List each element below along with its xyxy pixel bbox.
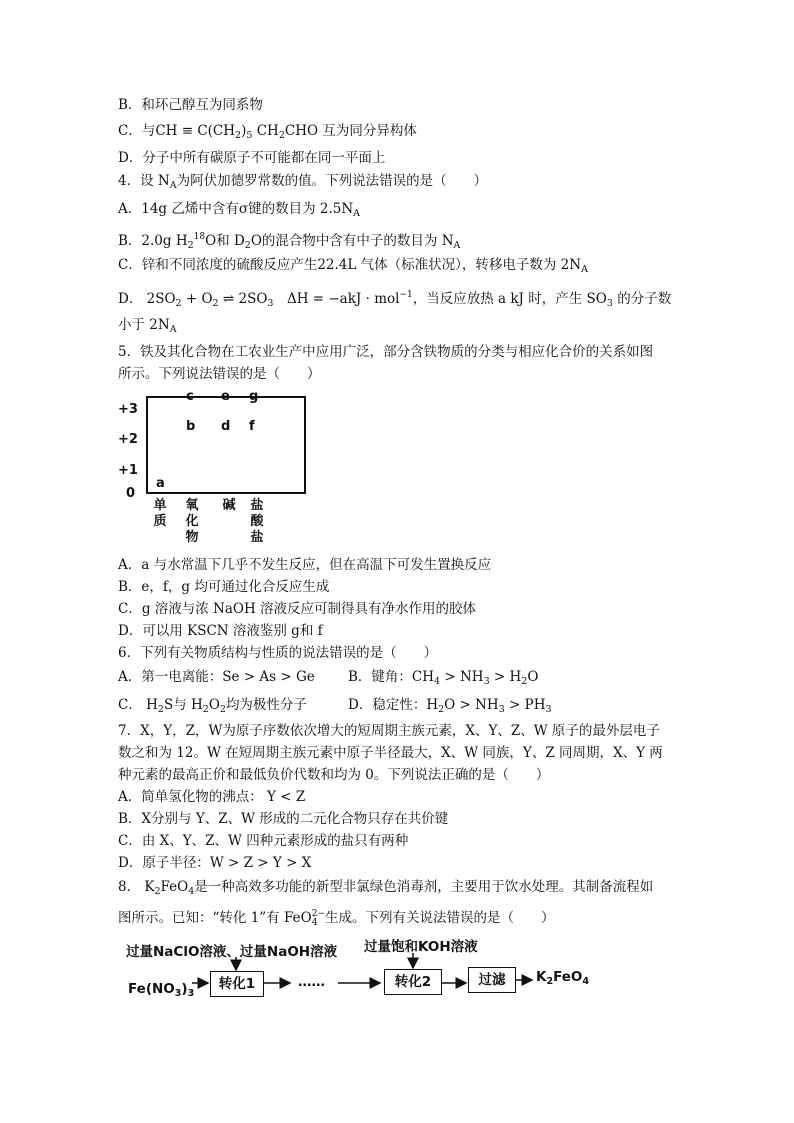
q5-option-b: B．e，f，g 均可通过化合反应生成 [118, 579, 330, 595]
q4-d2-s: A [169, 324, 177, 335]
q4-a-s: A [353, 208, 361, 219]
q6-d-s2: 3 [498, 704, 505, 715]
q4-d-t4: ΔH = −akJ · mol [273, 291, 400, 307]
q6-b-s1: 4 [434, 676, 441, 687]
chart-point-g: g [249, 388, 259, 404]
q7-option-c: C．由 X、Y、Z、W 四种元素形成的盐只有两种 [118, 833, 409, 849]
q6-c-t1: C． H [118, 697, 158, 713]
q7-option-b: B．X分别与 Y、Z、W 形成的二元化合物只存在共价键 [118, 811, 449, 827]
q8-l2-s: 4 [311, 917, 318, 928]
q3-option-c [118, 122, 417, 145]
q3-c-s2: 5 [246, 130, 253, 141]
q6-b-t1: B．键角：CH [348, 669, 435, 685]
q4-option-c [118, 256, 588, 279]
category-elemental: 单质 [153, 498, 167, 529]
q6-c-t4: 均为极性分子 [225, 697, 307, 713]
flow-ellipsis: …… [298, 974, 325, 990]
q4-option-d-line2 [118, 316, 177, 339]
y-tick-plus2: +2 [118, 432, 138, 447]
y-tick-zero: 0 [126, 486, 136, 501]
q4-stem-s: A [169, 180, 177, 191]
flow-reagent-1: 过量NaClO溶液、过量NaOH溶液 [126, 944, 338, 960]
q5-stem-line1: 5．铁及其化合物在工农业生产中应用广泛，部分含铁物质的分类与相应化合价的关系如图 [118, 344, 654, 360]
q4-option-b [118, 228, 460, 255]
q8-l1-t3: 是一种高效多功能的新型非氯绿色消毒剂，主要用于饮水处理。其制备流程如 [194, 879, 654, 895]
chart-point-f: f [249, 419, 255, 434]
q4-b-s2: 2 [244, 240, 251, 251]
q3-c-t1: C．与CH ≡ C(CH [118, 123, 236, 139]
q6-option-c [118, 696, 307, 719]
q4-d-s2: 2 [212, 298, 219, 309]
q4-d-t6: 的分子数 [612, 291, 672, 307]
q4-b-sup: 18 [193, 232, 206, 242]
q6-b-s3: 2 [521, 676, 528, 687]
flow-end-t1: K [536, 969, 547, 985]
q7-option-a: A．简单氢化物的沸点： Y < Z [118, 789, 306, 805]
q8-l1-s1: 2 [154, 886, 161, 897]
flow-end-t2: FeO [553, 969, 583, 985]
q3-c-t3: CH [252, 123, 279, 139]
chart-frame [146, 396, 306, 494]
q4-d2-t: 小于 2N [118, 317, 170, 333]
q6-c-s3: 2 [219, 704, 226, 715]
chart-point-e: e [221, 388, 230, 404]
q6-option-b [348, 668, 538, 691]
q6-b-t3: > H [489, 669, 522, 685]
q4-d-s3: 3 [267, 298, 274, 309]
q8-l1-t2: FeO [160, 879, 189, 895]
q4-d-t1: D． 2SO [118, 291, 176, 307]
y-tick-plus1: +1 [118, 463, 138, 478]
q8-stem-line1 [118, 878, 653, 901]
chart-point-a: a [156, 476, 165, 491]
q3-c-t2: ) [241, 123, 247, 139]
chart-point-d: d [221, 419, 231, 434]
q4-b-t1: B．2.0g H [118, 233, 188, 249]
preparation-flowchart [118, 935, 598, 1010]
q4-d-arrow: ⇌ [218, 291, 239, 307]
q6-c-t2: S与 H [163, 697, 203, 713]
q4-stem-t2: 为阿伏加德罗常数的值。下列说法错误的是（ ） [176, 173, 488, 189]
q4-b-s3: A [453, 240, 461, 251]
q8-l1-s2: 4 [188, 886, 195, 897]
q4-b-s1: 2 [187, 240, 194, 251]
chart-point-c: c [186, 388, 194, 404]
q4-option-d [118, 286, 671, 313]
q4-stem [118, 172, 487, 195]
q6-option-a: A．第一电离能：Se > As > Ge [118, 669, 315, 685]
flow-box-conversion-2: 转化2 [384, 969, 442, 995]
flow-reagent-2: 过量饱和KOH溶液 [364, 939, 478, 955]
flow-start-s1: 3 [174, 988, 182, 999]
q4-d-t5: ，当反应放热 a kJ 时，产生 SO [412, 291, 607, 307]
q6-c-t3: O [208, 697, 220, 713]
valence-category-chart [118, 388, 308, 545]
q7-stem-line1: 7．X，Y，Z，W为原子序数依次增大的短周期主族元素，X、Y、Z、W 原子的最外层电子 [118, 723, 660, 739]
q4-d-t2: + O [181, 291, 213, 307]
category-base: 碱 [222, 498, 236, 513]
q8-l2-t2: 生成。下列有关说法错误的是（ ） [325, 910, 555, 926]
y-tick-plus3: +3 [118, 402, 138, 417]
q6-stem: 6．下列有关物质结构与性质的说法错误的是（ ） [118, 645, 438, 661]
q5-option-a: A．a 与水常温下几乎不发生反应，但在高温下可发生置换反应 [118, 557, 492, 573]
q6-d-s3: 3 [545, 704, 552, 715]
q6-d-t1: D．稳定性：H [348, 697, 439, 713]
q6-d-t2: O > NH [444, 697, 499, 713]
q4-b-t3: O的混合物中含有中子的数目为 N [250, 233, 454, 249]
q4-d-s4: 3 [606, 298, 613, 309]
flow-start-t2: ) [181, 981, 188, 997]
q8-l2-t1: 图所示。已知：“转化 1”有 FeO [118, 910, 312, 926]
q4-c-s: A [581, 264, 588, 275]
q4-option-a [118, 200, 360, 223]
flow-box-conversion-1: 转化1 [210, 971, 264, 997]
q8-l2-sup: 2− [311, 909, 325, 919]
q6-option-d [348, 696, 552, 719]
q7-stem-line3: 种元素的最高正价和最低负价代数和均为 0。下列说法正确的是（ ） [118, 767, 550, 783]
q4-c-t: C．锌和不同浓度的硫酸反应产生22.4L 气体（标准状况），转移电子数为 2N [118, 257, 582, 273]
q5-option-d: D．可以用 KSCN 溶液鉴别 g和 f [118, 623, 323, 639]
q4-d-sup: −1 [399, 290, 413, 300]
q8-stem-line2 [118, 905, 555, 932]
flow-start-compound [128, 981, 194, 999]
q3-c-s1: 2 [235, 130, 242, 141]
q4-a-t: A．14g 乙烯中含有σ键的数目为 2.5N [118, 201, 354, 217]
q7-stem-line2: 数之和为 12。W 在短周期主族元素中原子半径最大，X、W 同族，Y、Z 同周期，X、Y 两 [118, 745, 663, 761]
q4-b-t2: O和 D [205, 233, 245, 249]
q6-b-s2: 3 [483, 676, 490, 687]
flow-end-s1: 2 [546, 976, 554, 987]
q4-stem-t1: 4．设 N [118, 173, 170, 189]
q6-b-t4: O [527, 669, 539, 685]
flow-product [536, 969, 589, 987]
q6-d-s1: 2 [438, 704, 445, 715]
category-oxide: 氧化物 [185, 498, 199, 545]
flow-start-t1: Fe(NO [128, 981, 175, 997]
chart-point-b: b [186, 419, 196, 434]
flow-box-filtration: 过滤 [468, 967, 516, 993]
category-chloride: 盐酸盐 [250, 498, 264, 545]
q6-b-t2: > NH [440, 669, 484, 685]
q5-stem-line2: 所示。下列说法错误的是（ ） [118, 366, 321, 382]
q7-option-d: D．原子半径：W > Z > Y > X [118, 855, 312, 871]
q3-option-d: D．分子中所有碳原子不可能都在同一平面上 [118, 150, 386, 166]
flow-start-s2: 3 [187, 988, 195, 999]
q3-c-t4: CHO 互为同分异构体 [284, 123, 417, 139]
q3-c-s3: 2 [278, 130, 285, 141]
q4-d-t3: 2SO [238, 291, 268, 307]
flow-end-s2: 4 [582, 976, 590, 987]
q6-d-t3: > PH [504, 697, 546, 713]
q4-d-s1: 2 [175, 298, 182, 309]
q6-c-s1: 2 [157, 704, 164, 715]
q5-option-c: C．g 溶液与浓 NaOH 溶液反应可制得具有净水作用的胶体 [118, 601, 477, 617]
q8-l1-t1: 8． K [118, 879, 155, 895]
q3-option-b: B．和环己醇互为同系物 [118, 97, 263, 113]
q6-c-s2: 2 [202, 704, 209, 715]
